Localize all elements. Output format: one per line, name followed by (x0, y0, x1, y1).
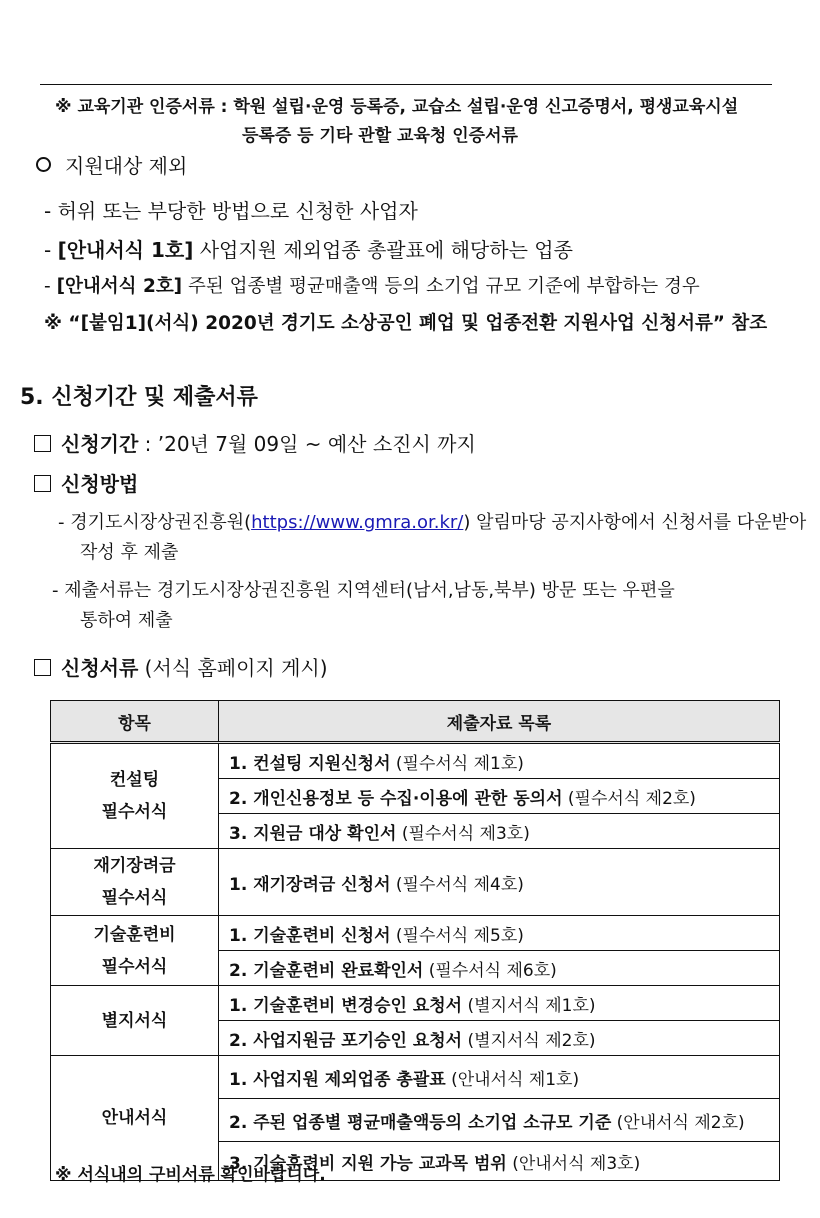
square-bullet-icon (34, 659, 51, 676)
edu-cert-note-line2: 등록증 등 기타 관할 교육청 인증서류 (242, 126, 518, 146)
square-bullet-icon (34, 475, 51, 492)
section5-title: 5. 신청기간 및 제출서류 (20, 385, 258, 410)
category-cell: 별지서식 (51, 986, 219, 1056)
footnote: ※ 서식내의 구비서류 확인바랍니다. (55, 1165, 326, 1185)
table-row (51, 986, 780, 1021)
table-row (51, 849, 780, 916)
method-item: - 경기도시장상권진흥원(https://www.gmra.or.kr/) 알림마당 공지사항에서 신청서를 다운받아 (58, 512, 807, 533)
exclusion-heading: 지원대상 제외 (36, 150, 187, 179)
form-item: 3. 지원금 대상 확인서 (필수서식 제3호) (219, 814, 780, 849)
form-item: 3. 기술훈련비 지원 가능 교과목 범위 (안내서식 제3호) (219, 1142, 780, 1181)
method-heading: 신청방법 (34, 468, 138, 497)
category-cell: 안내서식 (51, 1056, 219, 1181)
form-item: 1. 재기장려금 신청서 (필수서식 제4호) (219, 849, 780, 916)
header-category: 항목 (51, 701, 219, 743)
exclusion-item: - 허위 또는 부당한 방법으로 신청한 사업자 (44, 199, 418, 223)
category-cell: 기술훈련비 필수서식 (51, 916, 219, 986)
gmra-link[interactable]: https://www.gmra.or.kr/ (251, 512, 464, 533)
header-list: 제출자료 목록 (219, 701, 780, 743)
table-row (51, 1056, 780, 1099)
method-item-cont: 작성 후 제출 (80, 542, 179, 563)
form-item: 2. 기술훈련비 완료확인서 (필수서식 제6호) (219, 951, 780, 986)
form-item: 2. 주된 업종별 평균매출액등의 소기업 소규모 기준 (안내서식 제2호) (219, 1099, 780, 1142)
form-item: 1. 사업지원 제외업종 총괄표 (안내서식 제1호) (219, 1056, 780, 1099)
circle-bullet-icon (36, 157, 51, 172)
form-item: 2. 사업지원금 포기승인 요청서 (별지서식 제2호) (219, 1021, 780, 1056)
form-item: 1. 기술훈련비 변경승인 요청서 (별지서식 제1호) (219, 986, 780, 1021)
exclusion-note: ※ “[붙임1](서식) 2020년 경기도 소상공인 폐업 및 업종전환 지원사업 신청서류” 참조 (44, 313, 768, 334)
documents-heading: 신청서류 (서식 홈페이지 게시) (34, 652, 328, 681)
top-divider (40, 84, 772, 85)
period-line: 신청기간 : ’20년 7월 09일 ~ 예산 소진시 까지 (34, 428, 476, 457)
form-item: 1. 기술훈련비 신청서 (필수서식 제5호) (219, 916, 780, 951)
form-item: 2. 개인신용정보 등 수집·이용에 관한 동의서 (필수서식 제2호) (219, 779, 780, 814)
category-cell: 재기장려금 필수서식 (51, 849, 219, 916)
square-bullet-icon (34, 435, 51, 452)
table-row (51, 916, 780, 951)
table-header-row (51, 701, 780, 743)
table-row (51, 743, 780, 779)
edu-cert-note-line1: ※ 교육기관 인증서류 : 학원 설립·운영 등록증, 교습소 설립·운영 신고증명서, 평생교육시설 (55, 97, 739, 117)
method-item: - 제출서류는 경기도시장상권진흥원 지역센터(남서,남동,북부) 방문 또는 우편을 (52, 580, 675, 601)
documents-table (50, 700, 780, 1181)
method-item-cont: 통하여 제출 (80, 610, 173, 631)
form-item: 1. 컨설팅 지원신청서 (필수서식 제1호) (219, 743, 780, 779)
category-cell: 컨설팅 필수서식 (51, 743, 219, 849)
exclusion-item: - [안내서식 1호] 사업지원 제외업종 총괄표에 해당하는 업종 (44, 238, 573, 262)
exclusion-item: - [안내서식 2호] 주된 업종별 평균매출액 등의 소기업 규모 기준에 부합하는 경우 (44, 276, 700, 297)
